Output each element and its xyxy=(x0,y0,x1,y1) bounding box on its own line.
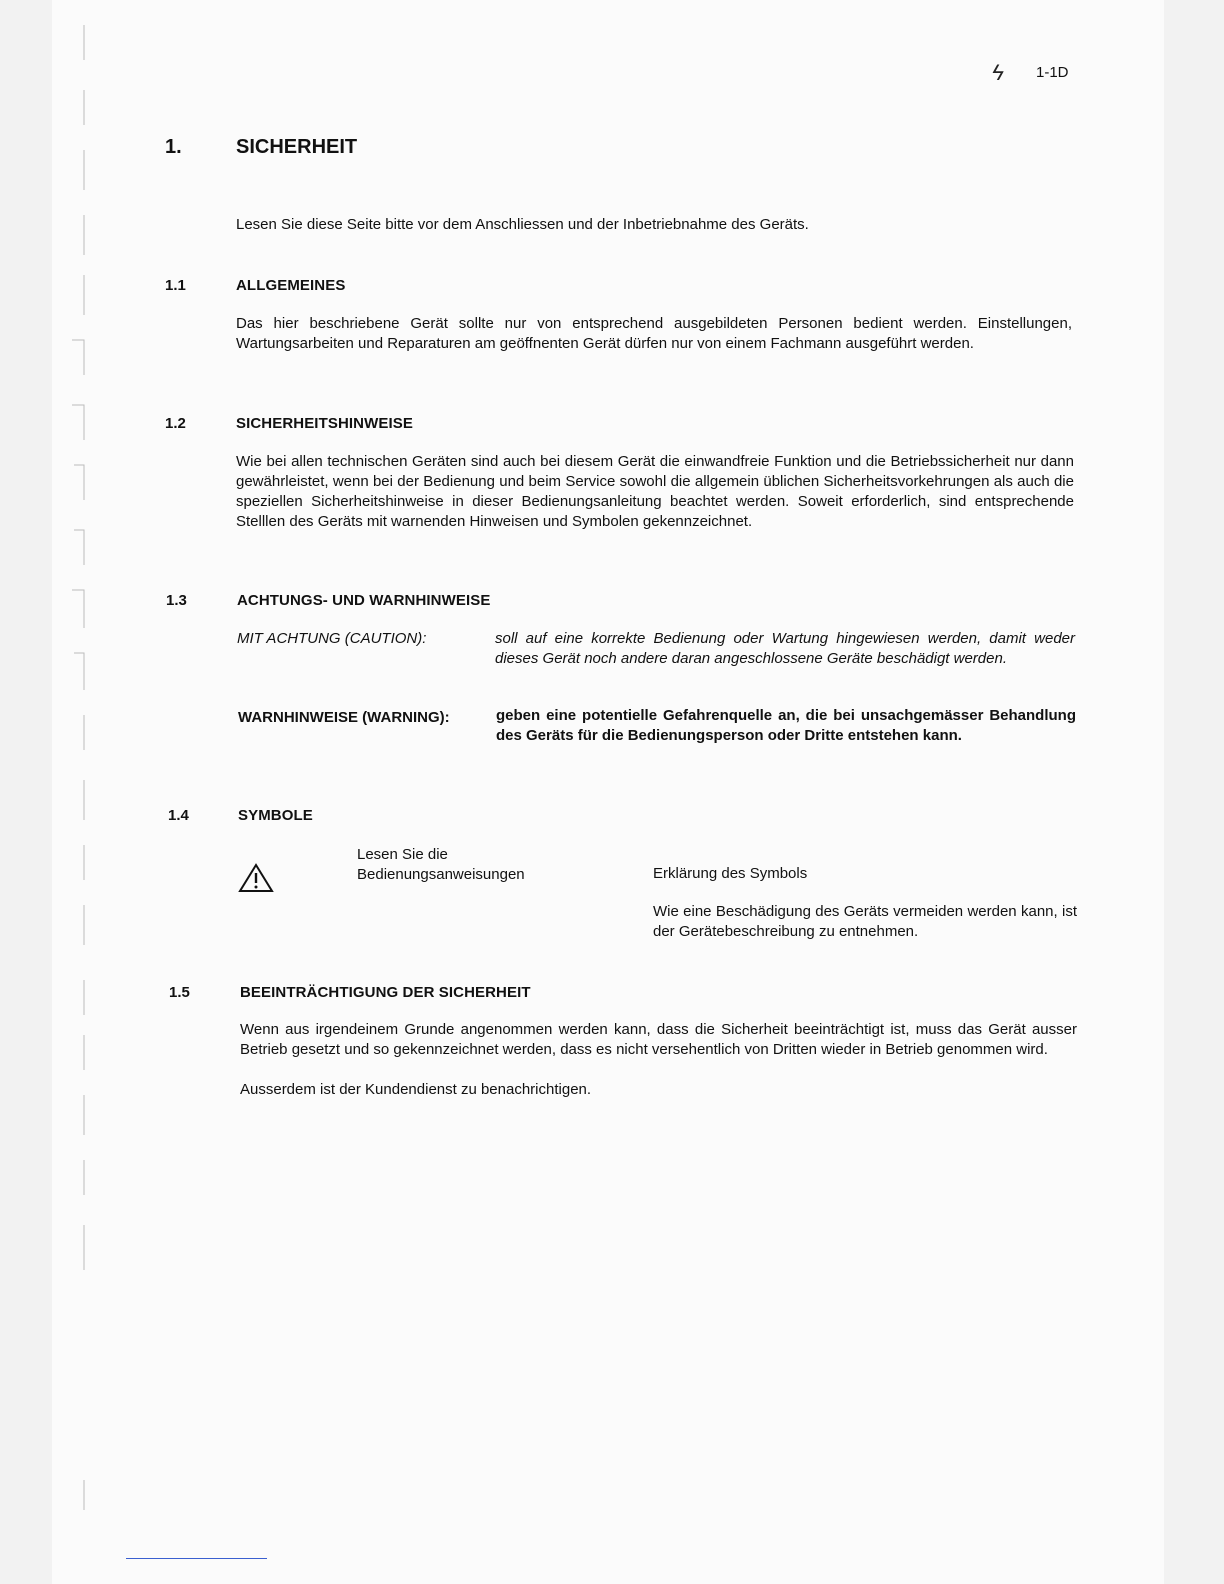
section-number: 1.1 xyxy=(165,277,186,294)
section-number: 1.4 xyxy=(168,807,189,824)
section-number: 1.2 xyxy=(165,415,186,432)
section-text: Wie bei allen technischen Geräten sind auch bei diesem Gerät die einwandfreie Funktion und die Betriebssicherheit nur dann gewährleistet, wenn bei der Bedienung und beim Service sowohl die allgemein üblichen Sicherheitsvorkehrungen als auch die speziellen Sicherheitshinweise in dieser Bedienungsanleitung beachtet werden. Soweit erforderlich, sind entsprechende Stelllen des Geräts mit warnenden Hinweisen und Symbolen gekennzeichnet. xyxy=(236,453,1074,530)
section-text: Das hier beschriebene Gerät sollte nur von entsprechend ausgebildeten Personen bedient werden. Einstellungen, Wartungsarbeiten und Reparaturen am geöffnenten Gerät dürfen nur von einem Fachmann ausgeführt werden. xyxy=(236,315,1072,352)
section-title: SICHERHEITSHINWEISE xyxy=(236,415,413,432)
warning-text: geben eine potentielle Gefahrenquelle an, die bei unsachgemässer Behandlung des Geräts für die Bedienungsperson oder Dritte entstehen kann. xyxy=(496,707,1076,744)
handwritten-mark-icon: ϟ xyxy=(992,60,1004,85)
section-text-2: Ausserdem ist der Kundendienst zu benachrichtigen. xyxy=(240,1081,592,1098)
section-number: 1.5 xyxy=(169,984,190,1001)
caution-text: soll auf eine korrekte Bedienung oder Wartung hingewiesen werden, damit weder dieses Gerät noch andere daran angeschlossene Geräte beschädigt werden. xyxy=(495,630,1075,667)
symbol-label-line1: Lesen Sie die xyxy=(357,846,448,863)
scan-margin-marks xyxy=(68,20,98,1520)
caution-label: MIT ACHTUNG (CAUTION): xyxy=(237,630,427,647)
symbol-label-line2: Bedienungsanweisungen xyxy=(357,866,525,883)
chapter-number: 1. xyxy=(165,136,182,158)
section-text: Wenn aus irgendeinem Grunde angenommen werden kann, dass die Sicherheit beeinträchtigt ist, muss das Gerät ausser Betrieb gesetzt und so gekennzeichnet werden, dass es nicht versehentlich von Dritten wieder in Betrieb genommen wird. xyxy=(240,1021,1077,1058)
document-page xyxy=(52,0,1164,1584)
section-title: ACHTUNGS- UND WARNHINWEISE xyxy=(237,592,491,609)
page-number: 1-1D xyxy=(1036,64,1069,81)
section-title: ALLGEMEINES xyxy=(236,277,346,294)
section-title: SYMBOLE xyxy=(238,807,313,824)
warning-label: WARNHINWEISE (WARNING): xyxy=(238,709,450,726)
warning-triangle-icon xyxy=(238,862,274,894)
symbol-explanation-text: Wie eine Beschädigung des Geräts vermeiden werden kann, ist der Gerätebeschreibung zu entnehmen. xyxy=(653,903,1077,940)
footer-rule xyxy=(126,1558,267,1559)
section-title: BEEINTRÄCHTIGUNG DER SICHERHEIT xyxy=(240,984,531,1001)
intro-text: Lesen Sie diese Seite bitte vor dem Anschliessen und der Inbetriebnahme des Geräts. xyxy=(236,216,809,233)
symbol-explanation-title: Erklärung des Symbols xyxy=(653,865,808,882)
section-number: 1.3 xyxy=(166,592,187,609)
chapter-title: SICHERHEIT xyxy=(236,136,358,158)
